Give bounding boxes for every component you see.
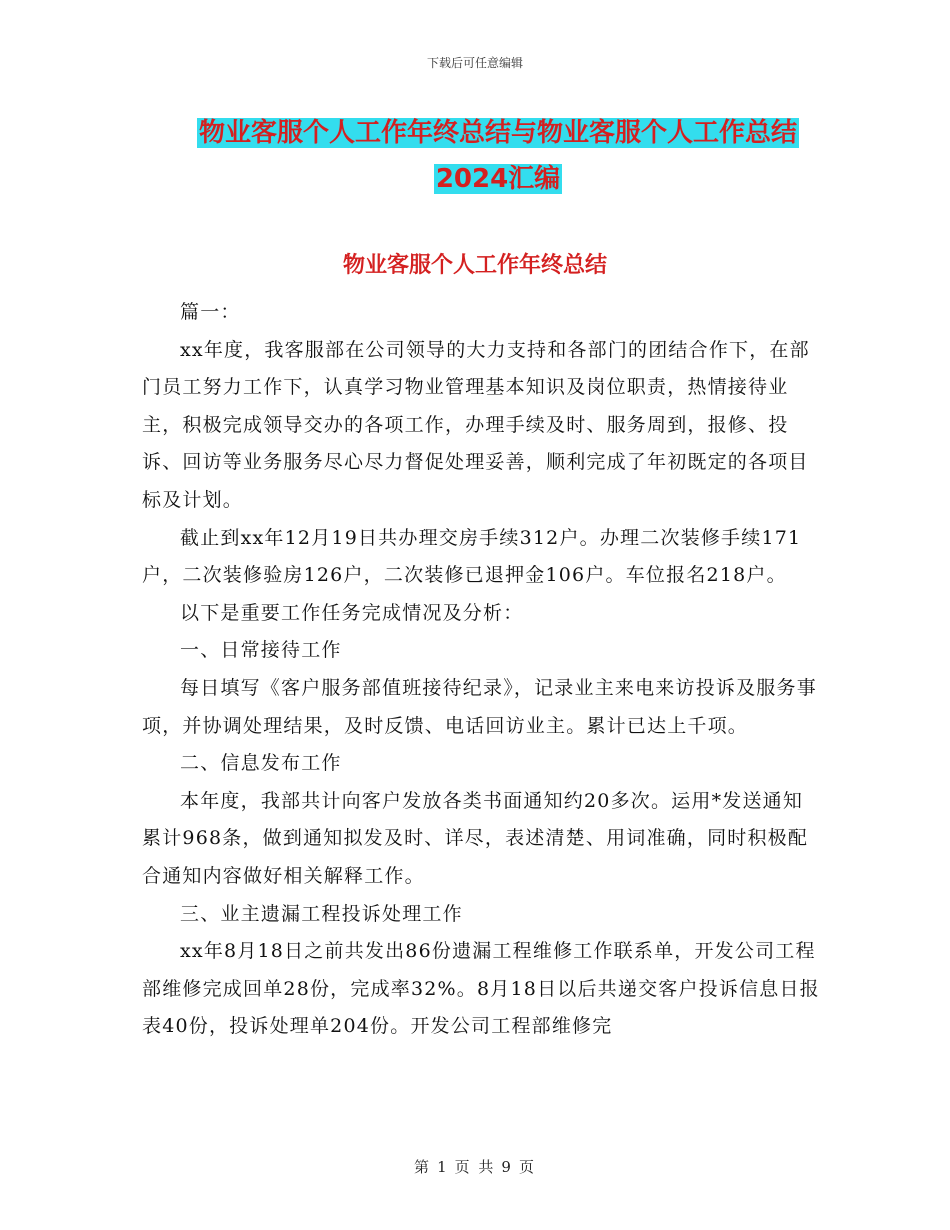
title-line-1: 物业客服个人工作年终总结与物业客服个人工作总结 bbox=[198, 118, 797, 148]
paragraph: 本年度，我部共计向客户发放各类书面通知约20多次。运用*发送通知累计968条，做到通知拟发及时、详尽，表述清楚、用词准确，同时积极配合通知内容做好相关解释工作。 bbox=[142, 789, 809, 887]
paragraph: 截止到xx年12月19日共办理交房手续312户。办理二次装修手续171户，二次装修验房126户，二次装修已退押金106户。车位报名218户。 bbox=[142, 526, 802, 587]
paragraph: 三、业主遗漏工程投诉处理工作 bbox=[180, 902, 463, 925]
paragraph: 每日填写《客户服务部值班接待纪录》，记录业主来电来访投诉及服务事项，并协调处理结果，及时反馈、电话回访业主。累计已达上千项。 bbox=[142, 676, 817, 737]
header-note: 下载后可任意编辑 bbox=[426, 56, 523, 70]
section-title: 物业客服个人工作年终总结 bbox=[342, 253, 607, 278]
footer-prefix: 第 bbox=[414, 1158, 432, 1176]
paragraph: xx年8月18日之前共发出86份遗漏工程维修工作联系单，开发公司工程部维修完成回单28份，完成率32%。8月18日以后共递交客户投诉信息日报表40份，投诉处理单204份。开发公司工程部维修完 bbox=[142, 940, 820, 1038]
page-footer bbox=[0, 1156, 950, 1177]
current-page-number: 1 bbox=[437, 1158, 449, 1176]
document-title bbox=[140, 110, 856, 202]
title-line-2: 2024汇编 bbox=[435, 164, 561, 194]
total-pages: 9 bbox=[501, 1158, 513, 1176]
paragraph: 一、日常接待工作 bbox=[180, 639, 342, 662]
paragraph: 以下是重要工作任务完成情况及分析： bbox=[180, 601, 524, 624]
footer-middle: 页 共 bbox=[454, 1158, 496, 1176]
paragraph: 篇一： bbox=[180, 301, 241, 323]
paragraph: xx年度，我客服部在公司领导的大力支持和各部门的团结合作下，在部门员工努力工作下，认真学习物业管理基本知识及岗位职责，热情接待业主，积极完成领导交办的各项工作，办理手续及时、服务周到，报修、投诉、回访等业务服务尽心尽力督促处理妥善，顺利完成了年初既定的各项目标及计划。 bbox=[142, 338, 810, 511]
footer-suffix: 页 bbox=[518, 1158, 536, 1176]
body-text bbox=[142, 294, 822, 1046]
paragraph: 二、信息发布工作 bbox=[180, 752, 342, 775]
